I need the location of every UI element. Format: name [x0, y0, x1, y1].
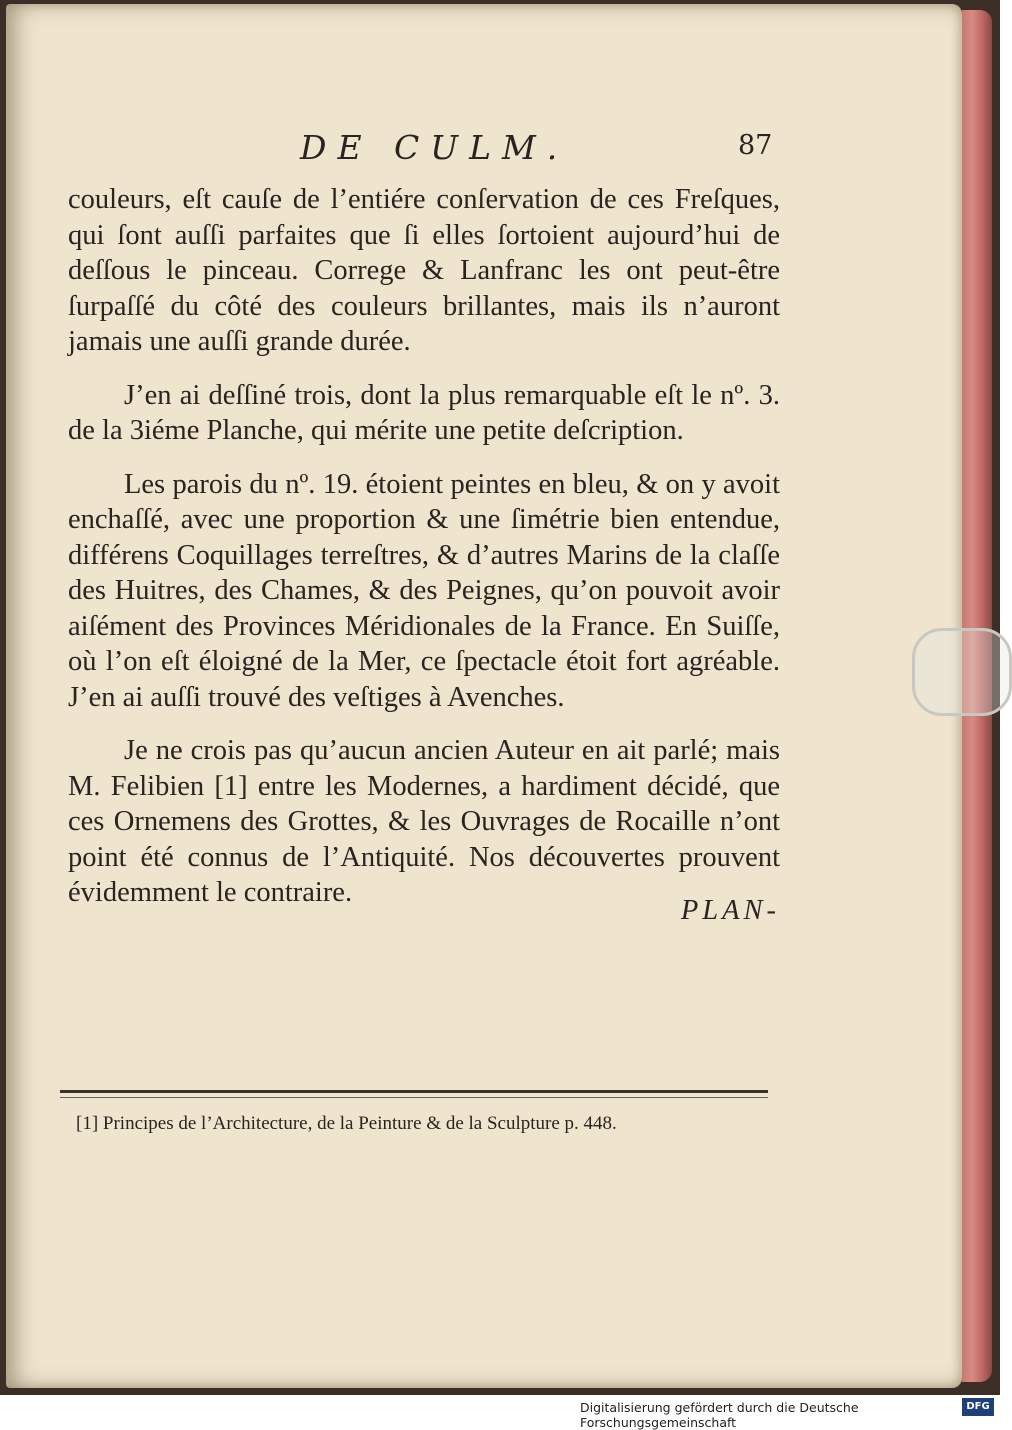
- catchword: PLAN-: [680, 895, 780, 926]
- digitization-note: Digitalisierung gefördert durch die Deutsche Forschungsgemeinschaft: [580, 1400, 859, 1430]
- footnote-rule-thin: [60, 1097, 768, 1098]
- dfg-logo: DFG: [962, 1398, 994, 1416]
- paragraph-2: J’en ai deſſiné trois, dont la plus remarquable eſt le nº. 3. de la 3iéme Planche, qui mérite une petite deſcription.: [68, 379, 780, 446]
- footnote: [1] Principes de l’Architecture, de la Peinture & de la Sculpture p. 448.: [76, 1113, 617, 1134]
- paragraph-1: couleurs, eſt cauſe de l’entiére conſervation de ces Freſques, qui ſont auſſi parfaites que ſi elles ſortoient aujourd’hui de deſſous le pinceau. Correge & Lanfranc les ont peut-être ſurpaſſé du côté des couleurs brillantes, mais ils n’auront jamais une auſſi grande durée.: [68, 184, 780, 357]
- footnote-rule: [60, 1090, 768, 1093]
- page-number: 87: [738, 130, 773, 161]
- paragraph-4: Je ne crois pas qu’aucun ancien Auteur en ait parlé; mais M. Felibien [1] entre les Modernes, a hardiment décidé, que ces Ornemens des Grottes, & les Ouvrages de Rocaille n’ont point été connus de l’Antiquité. Nos découvertes prouvent évidemment le contraire.: [68, 735, 780, 908]
- running-title: DE CULM.: [300, 128, 569, 167]
- clip-tab: [912, 628, 1012, 716]
- page-body: [68, 182, 780, 929]
- paragraph-3: Les parois du nº. 19. étoient peintes en bleu, & on y avoit enchaſſé, avec une proportion & une ſimétrie bien entendue, différens Coquillages terreſtres, & d’autres Marins de la claſſe des Huitres, des Chames, & des Peignes, qu’on pouvoit avoir aiſément des Provinces Méridionales de la France. En Suiſſe, où l’on eſt éloigné de la Mer, ce ſpectacle étoit fort agréable. J’en ai auſſi trouvé des veſtiges à Avenches.: [68, 468, 780, 713]
